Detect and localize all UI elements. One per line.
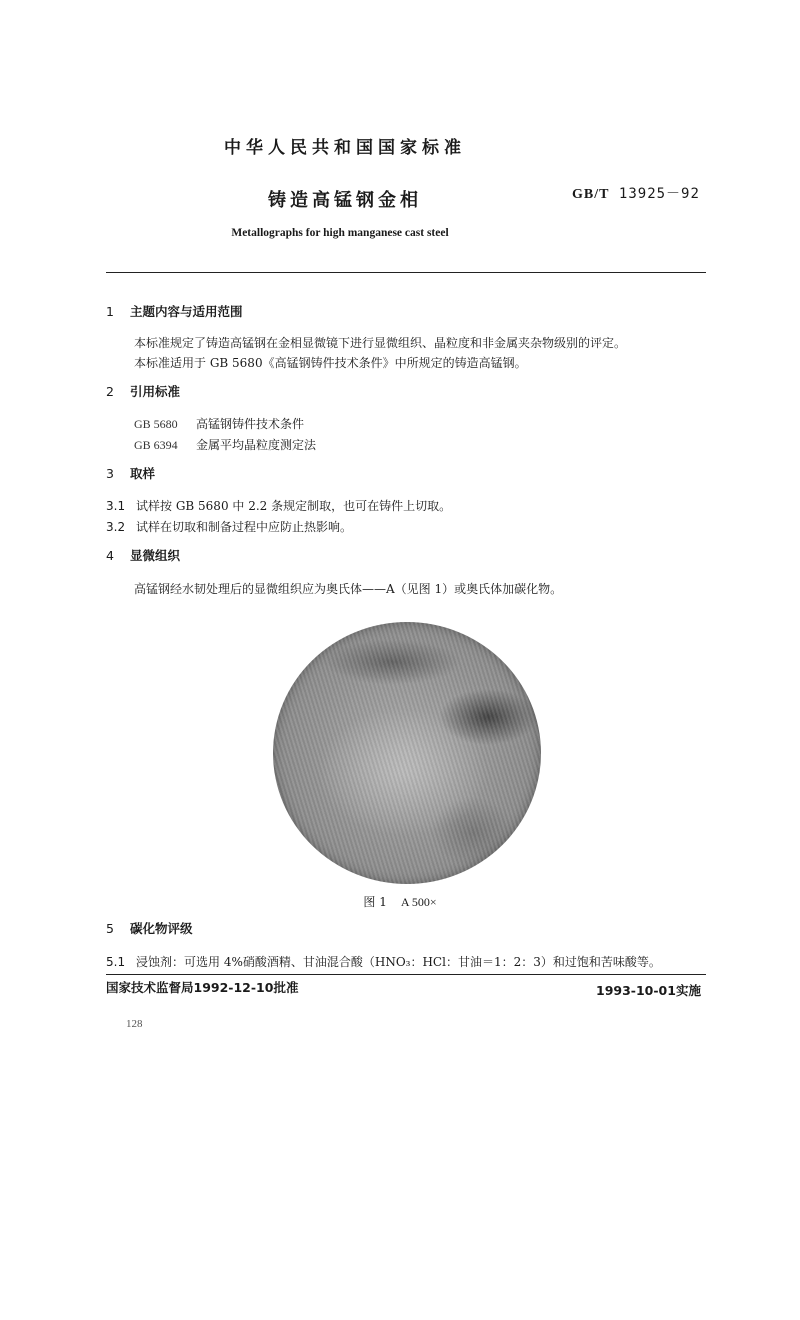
page-number: 128	[126, 1018, 143, 1030]
reference-code: GB 5680	[134, 417, 178, 431]
section-number: 2	[106, 384, 114, 399]
section-number: 4	[106, 548, 114, 563]
clause-number: 5.1	[106, 955, 126, 969]
figure-caption	[0, 893, 800, 910]
reference-row	[134, 436, 316, 453]
section-1-paragraph-2: 本标准适用于 GB 5680《高锰钢铸件技术条件》中所规定的铸造高锰钢。	[134, 356, 527, 370]
section-4-paragraph: 高锰钢经水韧处理后的显微组织应为奥氏体——A（见图 1）或奥氏体加碳化物。	[134, 582, 563, 596]
section-1-paragraph-1: 本标准规定了铸造高锰钢在金相显微镜下进行显微组织、晶粒度和非金属夹杂物级别的评定。	[134, 336, 627, 350]
section-1-heading	[106, 302, 243, 320]
section-5-heading	[106, 919, 193, 937]
clause-text: 浸蚀剂：可选用 4%硝酸酒精、甘油混合酸（HNO₃：HCl：甘油＝1：2：3）和过饱和苦味酸等。	[136, 955, 661, 969]
standard-code: 13925－92	[618, 186, 700, 202]
clause-5-1	[106, 953, 661, 970]
section-number: 3	[106, 466, 114, 481]
reference-title: 金属平均晶粒度测定法	[196, 438, 317, 452]
reference-row	[134, 415, 304, 432]
section-3-heading	[106, 464, 155, 482]
section-title: 碳化物评级	[130, 921, 193, 936]
clause-number: 3.2	[106, 520, 126, 534]
section-title: 显微组织	[130, 548, 181, 563]
approval-line: 国家技术监督局1992-12-10批准	[106, 980, 299, 995]
clause-text: 试样在切取和制备过程中应防止热影响。	[136, 520, 353, 534]
section-title: 引用标准	[130, 384, 181, 399]
reference-title: 高锰钢铸件技术条件	[196, 417, 305, 431]
document-title-cn: 铸造高锰钢金相	[268, 190, 422, 211]
section-number: 1	[106, 304, 114, 319]
section-title: 取样	[130, 466, 156, 481]
section-2-heading	[106, 382, 180, 400]
footer-divider	[106, 974, 706, 975]
document-title-en: Metallographs for high manganese cast steel	[231, 227, 449, 239]
clause-3-2	[106, 518, 352, 535]
standard-type-heading: 中华人民共和国国家标准	[224, 138, 466, 158]
standard-number	[572, 183, 700, 203]
implementation-date: 1993-10-01实施	[596, 983, 701, 998]
figure-magnification: A 500×	[400, 895, 437, 909]
clause-number: 3.1	[106, 499, 126, 513]
header-divider	[106, 272, 706, 273]
clause-text: 试样按 GB 5680 中 2.2 条规定制取，也可在铸件上切取。	[136, 499, 452, 513]
figure-label: 图 1	[363, 895, 387, 909]
section-4-heading	[106, 546, 180, 564]
standard-prefix: GB/T	[572, 187, 610, 202]
section-title: 主题内容与适用范围	[130, 304, 243, 319]
clause-3-1	[106, 497, 451, 514]
reference-code: GB 6394	[134, 438, 178, 452]
section-number: 5	[106, 921, 114, 936]
micrograph-image	[273, 622, 541, 884]
